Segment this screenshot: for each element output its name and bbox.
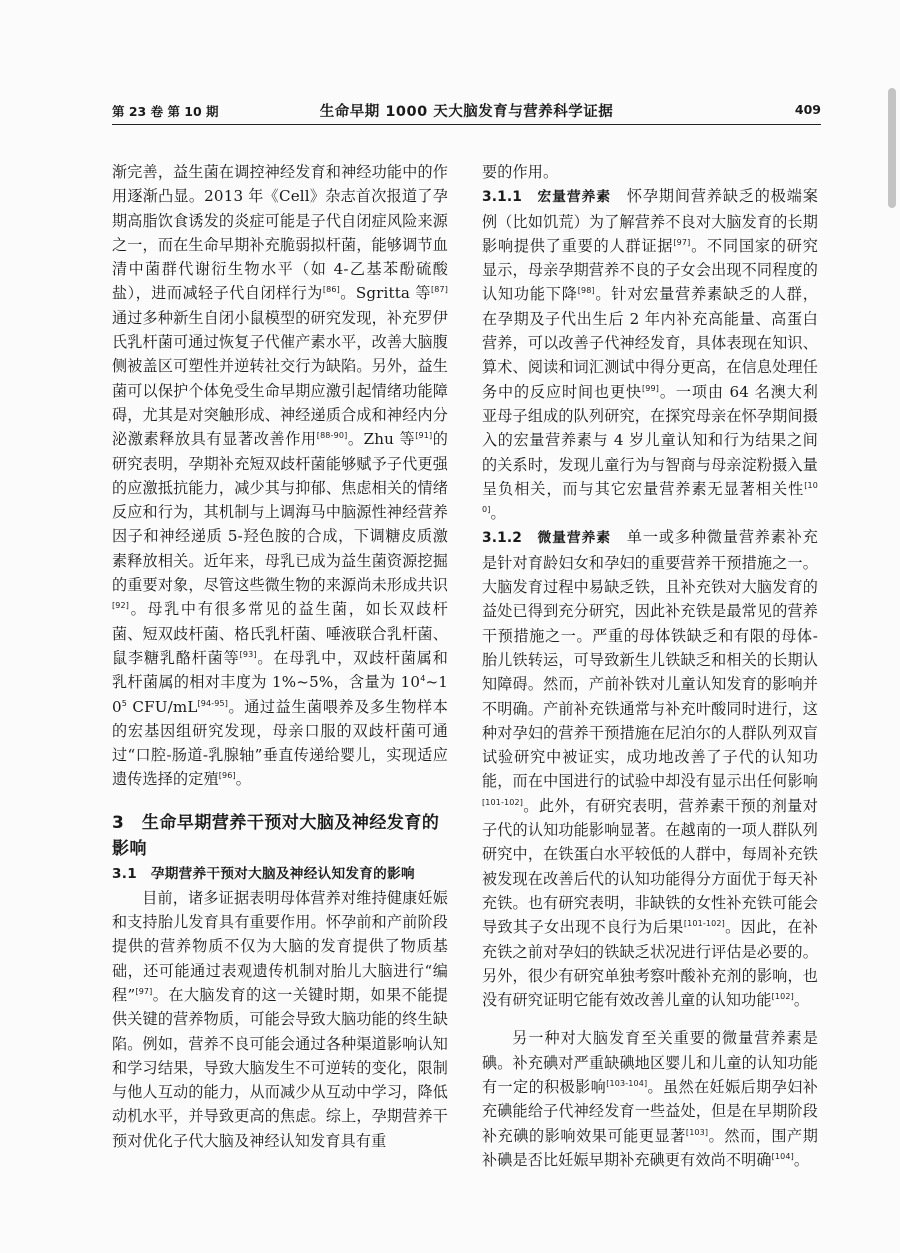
paragraph-gap [482, 1012, 818, 1026]
paragraph [112, 160, 448, 792]
text-run: 。针对宏量营养素缺乏的人群，在孕期及子代出生后 2 年内补充高能量、高蛋白营养，可以改善子代神经发育，具体表现在知识、算术、阅读和词汇测试中得分更高，在信息处理任务中的反应时间也更快 [482, 285, 818, 401]
citation-superscript: [101-102] [482, 797, 524, 807]
citation-superscript: [96] [218, 771, 236, 781]
citation-superscript: [93] [239, 649, 257, 659]
citation-superscript: [103] [685, 1127, 709, 1137]
text-run: 。在母乳中，双歧杆菌属和乳杆菌属的相对丰度为 1%~5%，含量为 10 [112, 648, 448, 692]
text-run: 目前，诸多证据表明母体营养对维持健康妊娠和支持胎儿发育具有重要作用。怀孕前和产前阶段提供的营养物质不仅为大脑的发育提供了物质基础，还可能通过表观遗传机制对胎儿大脑进行“编程” [112, 888, 448, 1004]
citation-superscript: [92] [112, 601, 130, 611]
text-run: 。在大脑发育的这一关键时期，如果不能提供关键的营养物质，可能会导致大脑功能的终生缺陷。例如，营养不良可能会通过各种渠道影响认知和学习结果，导致大脑发生不可逆转的变化，限制与他人互动的能力，从而减少从互动中学习，降低动机水平，并导致更高的焦虑。综上，孕期营养干预对优化子代大脑及神经认知发育具有重 [112, 985, 448, 1150]
text-run: CFU/mL [127, 697, 198, 716]
text-run: 。因此，在补充铁之前对孕妇的铁缺乏状况进行评估是必要的。另外，很少有研究单独考察叶酸补充剂的影响，也没有研究证明它能有效改善儿童的认知功能 [482, 918, 819, 1010]
text-run: 。通过益生菌喂养及多生物样本的宏基因组研究发现，母亲口服的双歧杆菌可通过“口腔-肠道-乳腺轴”垂直传递给婴儿，实现适应遗传选择的定殖 [112, 697, 448, 789]
paragraph-body [482, 187, 818, 522]
text-run: 。Sgritta 等 [339, 284, 431, 303]
citation-superscript: [97] [135, 986, 153, 996]
paragraph [482, 525, 818, 1012]
citation-superscript: [87] [430, 285, 448, 295]
citation-superscript: [88-90] [316, 431, 348, 441]
citation-superscript: 4 [420, 674, 426, 684]
paragraph [112, 886, 448, 1153]
citation-superscript: [101-102] [683, 919, 725, 929]
citation-superscript: [91] [415, 431, 433, 441]
text-run: 。 [235, 770, 251, 789]
subsection-heading: 3.1 孕期营养干预对大脑及神经认知发育的影响 [112, 865, 415, 882]
citation-superscript: [97] [673, 237, 691, 247]
text-run: 的研究表明，孕期补充短双歧杆菌能够赋予子代更强的应激抵抗能力，减少其与抑郁、焦虑相关的情绪反应和行为，其机制与上调海马中脑源性神经营养因子和神经递质 5-羟色胺的合成，下调糖皮质激素释放相关。近年来，母乳已成为益生菌资源挖掘的重要对象，尽管这些微生物的来源尚未形成共识 [112, 430, 448, 595]
subsection-label: 3.1.1 宏量营养素 [482, 189, 611, 206]
right-column [482, 160, 818, 1172]
text-run: 。然而，围产期补碘是否比妊娠早期补充碘更有效尚不明确 [482, 1126, 818, 1169]
text-run: ~10 [112, 673, 448, 716]
text-run: 。 [793, 991, 810, 1010]
citation-superscript: [104] [771, 1151, 794, 1161]
section-heading: 3 生命早期营养干预对大脑及神经发育的影响 [112, 812, 440, 859]
text-run: 单一或多种微量营养素补充是针对育龄妇女和孕妇的重要营养干预措施之一。大脑发育过程中易缺乏铁，且补充铁对大脑发育的益处已得到充分研究，因此补充铁是最常见的营养干预措施之一。严重的母体铁缺乏和有限的母体-胎儿铁转运，可导致新生儿铁缺乏和相关的长期认知障碍。然而，产前补铁对儿童认知发育的影响并不明确。产前补充铁通常与补充叶酸同时进行，这种对孕妇的营养干预措施在尼泊尔的人群队列双盲试验研究中被证实，成功地改善了子代的认知功能，而在中国进行的试验中却没有显示出任何影响 [482, 528, 819, 791]
citation-superscript: [94-95] [197, 698, 229, 708]
volume-issue: 第 23 卷 第 10 期 [112, 104, 219, 119]
text-run: 怀孕期间营养缺乏的极端案例（比如饥荒）为了解营养不良对大脑发育的长期影响提供了重要的人群证据 [482, 187, 819, 255]
running-header [112, 100, 821, 122]
left-column [112, 160, 448, 1153]
text-run: 要的作用。 [482, 163, 559, 181]
paragraph [482, 160, 818, 184]
paragraph [482, 1026, 818, 1172]
citation-superscript: [102] [771, 992, 794, 1002]
citation-superscript: [98] [577, 286, 595, 296]
citation-superscript: [100] [482, 480, 818, 515]
paragraph-body [482, 528, 818, 1009]
text-run: 通过多种新生自闭小鼠模型的研究发现，补充罗伊氏乳杆菌可通过恢复子代催产素水平，改善大脑腹侧被盖区可塑性并逆转社交行为缺陷。另外，益生菌可以保护个体免受生命早期应激引起情绪功能障碍，尤其是对突触形成、神经递质合成和神经内分泌激素释放具有显著改善作用 [112, 308, 448, 449]
text-run: 。 [490, 504, 506, 523]
text-run: 。不同国家的研究显示，母亲孕期营养不良的子女会出现不同程度的认知功能下降 [482, 236, 818, 304]
text-run: 。一项由 64 名澳大利亚母子组成的队列研究，在探究母亲在怀孕期间摄入的宏量营养素与 4 岁儿童认知和行为结果之间的关系时，发现儿童行为与智商与母亲淀粉摄入量呈负相关，而与其它宏量营养素无显著相关性 [482, 382, 818, 498]
paragraph [482, 184, 818, 525]
header-rule [112, 124, 821, 125]
text-run: 。此外，有研究表明，营养素干预的剂量对子代的认知功能影响显著。在越南的一项人群队列研究中，在铁蛋白水平较低的人群中，每周补充铁被发现在改善后代的认知功能得分方面优于每天补充铁。也有研究表明，非缺铁的女性补充铁可能会导致其子女出现不良行为后果 [482, 796, 818, 937]
journal-title: 生命早期 1000 天大脑发育与营养科学证据 [319, 104, 614, 120]
text-run: 渐完善，益生菌在调控神经发育和神经功能中的作用逐渐凸显。2013 年《Cell》杂志首次报道了孕期高脂饮食诱发的炎症可能是子代自闭症风险来源之一，而在生命早期补充脆弱拟杆菌，能够调节血清中菌群代谢衍生物水平（如 4-乙基苯酚硫酸盐），进而减轻子代自闭样行为 [112, 163, 448, 303]
text-run: 。母乳中有很多常见的益生菌，如长双歧杆菌、短双歧杆菌、格氏乳杆菌、唾液联合乳杆菌、鼠李糖乳酪杆菌等 [112, 600, 448, 667]
citation-superscript: [103-104] [606, 1078, 648, 1088]
text-run: 。 [793, 1150, 810, 1169]
text-run: 。虽然在妊娠后期孕妇补充碘能给子代神经发育一些益处，但是在早期阶段补充碘的影响效果可能更显著 [482, 1077, 819, 1145]
text-run: 。Zhu 等 [347, 430, 416, 449]
text-run: 另一种对大脑发育至关重要的微量营养素是碘。补充碘对严重缺碘地区婴儿和儿童的认知功能有一定的积极影响 [482, 1029, 818, 1096]
citation-superscript: 5 [121, 698, 128, 708]
scrollbar-thumb[interactable] [888, 88, 896, 208]
subsection-label: 3.1.2 微量营养素 [482, 530, 611, 547]
citation-superscript: [99] [642, 383, 660, 393]
citation-superscript: [86] [322, 285, 340, 295]
page-number: 409 [794, 102, 821, 117]
